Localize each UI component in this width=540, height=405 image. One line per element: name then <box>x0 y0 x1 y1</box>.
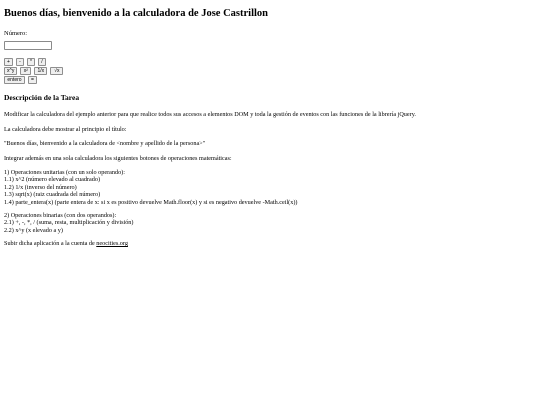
task-heading: Descripción de la Tarea <box>4 93 80 102</box>
binary-section <box>4 212 536 234</box>
integer-part-button[interactable]: entero <box>4 76 25 84</box>
equals-button[interactable]: = <box>28 76 37 84</box>
list-item: 1) Operaciones unitarias (con un solo operando): <box>4 169 125 176</box>
list-item: 1.3) sqrt(x) (raiz cuadrada del número) <box>4 191 101 199</box>
title-example: "Buenos días, bienvenido a la calculadora de <nombre y apellido de la persona>" <box>4 140 206 147</box>
unary-section <box>4 169 536 206</box>
page-title: Buenos días, bienvenido a la calculadora de Jose Castrillon <box>4 8 268 19</box>
inverse-button[interactable]: 1/x <box>34 67 47 75</box>
upload-instruction <box>4 240 536 248</box>
sqrt-button[interactable]: √x <box>50 67 63 75</box>
divide-button[interactable]: / <box>38 58 46 66</box>
list-item: 1.2) 1/x (inverso del número) <box>4 183 77 191</box>
upload-prefix: Subir dicha aplicación a la cuenta de <box>4 240 97 248</box>
binary-operations-row <box>4 58 536 66</box>
number-input[interactable] <box>4 41 52 50</box>
power-button[interactable]: x^y <box>4 67 17 75</box>
add-button[interactable]: + <box>4 58 13 66</box>
task-intro: Modificar la calculadora del ejemplo anterior para que realice todos sus accesos a elementos DOM y toda la gestión de eventos con las funciones de la librería jQuery. <box>4 111 416 118</box>
integrate-text: Integrar además en una sola calculadora los siguientes botones de operaciones matemáticas: <box>4 154 232 162</box>
title-requirement: La calculadora debe mostrar al principio el título: <box>4 125 127 133</box>
extra-operations-row <box>4 76 536 84</box>
subtract-button[interactable]: - <box>16 58 24 66</box>
list-item: 2) Operaciones binarias (con dos operandos): <box>4 212 117 220</box>
calculator <box>4 30 536 84</box>
unary-operations-row <box>4 67 536 75</box>
number-label: Número: <box>4 30 28 37</box>
list-item: 2.1) +, -, *, / (suma, resta, multiplicación y división) <box>4 219 134 227</box>
neocities-link[interactable]: neocities.org <box>96 240 128 248</box>
multiply-button[interactable]: * <box>27 58 35 66</box>
list-item: 1.1) x^2 (número elevado al cuadrado) <box>4 176 101 184</box>
list-item: 1.4) parte_entera(x) (parte entera de x: si x es positivo devuelve Math.floor(x) y si es negativo devuelve -Math.ceil(x)) <box>4 198 298 206</box>
list-item: 2.2) x^y (x elevado a y) <box>4 226 63 234</box>
square-button[interactable]: x² <box>20 67 31 75</box>
